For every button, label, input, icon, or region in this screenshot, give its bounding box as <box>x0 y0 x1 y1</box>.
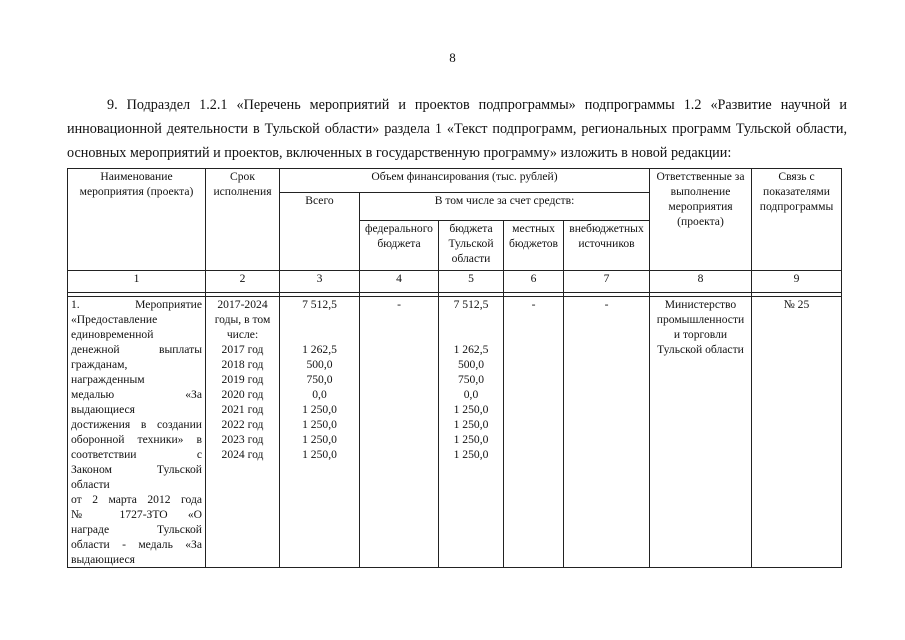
measure-name-line: гражданам, <box>71 358 128 371</box>
total-year-value: 1 250,0 <box>302 418 337 431</box>
column-number: 7 <box>564 271 650 293</box>
term-line: 2019 год <box>221 373 264 386</box>
regional-year-value: 1 250,0 <box>453 433 489 446</box>
column-number: 9 <box>752 271 842 293</box>
total-cell <box>280 297 360 568</box>
measure-name-line: единовременной <box>71 328 154 341</box>
column-number: 3 <box>280 271 360 293</box>
local-cell <box>504 297 564 568</box>
responsible-cell: Министерство промышленности и торговли Тульской области <box>650 297 752 568</box>
total-value: 7 512,5 <box>302 298 337 311</box>
term-line: 2017-2024 <box>217 298 268 311</box>
column-number: 2 <box>206 271 280 293</box>
measures-table <box>67 168 842 568</box>
measure-name-line: достижения в создании <box>71 418 202 431</box>
header-term: Срок исполнения <box>206 169 280 271</box>
measure-name-line: оборонной техники» в <box>71 433 202 446</box>
regional-year-value: 750,0 <box>457 373 485 386</box>
header-total: Всего <box>280 193 360 271</box>
column-number: 6 <box>504 271 564 293</box>
column-number: 5 <box>439 271 504 293</box>
measure-name-line: области - медаль «За <box>71 538 202 551</box>
column-number-row <box>68 271 842 293</box>
total-year-value: 750,0 <box>306 373 333 386</box>
term-line: годы, в том <box>214 313 271 326</box>
measure-name-line: «Предоставление <box>71 313 158 326</box>
measure-name-line: награде Тульской <box>71 523 202 536</box>
measure-name-line: Законом Тульской <box>71 463 202 476</box>
regional-value: 7 512,5 <box>453 298 489 311</box>
header-extra: внебюджетных источников <box>564 221 650 271</box>
federal-value: - <box>397 298 401 311</box>
regional-year-value: 1 250,0 <box>453 418 489 431</box>
header-regional: бюджета Тульской области <box>439 221 504 271</box>
extra-cell <box>564 297 650 568</box>
link-cell: № 25 <box>752 297 842 568</box>
total-year-value: 500,0 <box>306 358 333 371</box>
total-year-value: 1 262,5 <box>302 343 337 356</box>
term-line: 2021 год <box>221 403 264 416</box>
measure-name-line: медалью «За <box>71 388 202 401</box>
term-line: 2023 год <box>221 433 264 446</box>
total-year-value: 1 250,0 <box>302 403 337 416</box>
term-cell <box>206 297 280 568</box>
table-row <box>68 297 842 568</box>
header-funding: Объем финансирования (тыс. рублей) <box>280 169 650 193</box>
measure-name-cell <box>68 297 206 568</box>
total-year-value: 1 250,0 <box>302 433 337 446</box>
regional-year-value: 0,0 <box>463 388 479 401</box>
header-name: Наименование мероприятия (проекта) <box>68 169 206 271</box>
local-value: - <box>531 298 536 311</box>
term-line: 2024 год <box>221 448 264 461</box>
regional-year-value: 1 250,0 <box>453 448 489 461</box>
measure-name-line: выдающиеся <box>71 553 136 566</box>
column-number: 1 <box>68 271 206 293</box>
measure-name-line: выдающиеся <box>71 403 136 416</box>
regional-year-value: 1 250,0 <box>453 403 489 416</box>
term-line: 2017 год <box>221 343 264 356</box>
total-year-value: 0,0 <box>312 388 327 401</box>
column-number: 8 <box>650 271 752 293</box>
total-year-value: 1 250,0 <box>302 448 337 461</box>
measure-name-line: соответствии с <box>71 448 202 461</box>
extra-value: - <box>604 298 609 311</box>
measure-name-line: денежной выплаты <box>71 343 202 356</box>
page-number: 8 <box>449 50 456 65</box>
term-line: 2022 год <box>221 418 264 431</box>
term-line: числе: <box>226 328 259 341</box>
federal-cell <box>360 297 439 568</box>
regional-year-value: 1 262,5 <box>453 343 489 356</box>
header-including: В том числе за счет средств: <box>360 193 650 221</box>
header-local: местных бюджетов <box>504 221 564 271</box>
column-number: 4 <box>360 271 439 293</box>
measure-name-line: 1. Мероприятие <box>71 298 202 311</box>
header-link: Связь с показателями подпрограммы <box>752 169 842 271</box>
term-line: 2018 год <box>221 358 264 371</box>
measure-name-line: № 1727-ЗТО «О <box>71 508 202 521</box>
measure-name-line: от 2 марта 2012 года <box>71 493 202 506</box>
measure-name-line: награжденным <box>71 373 145 386</box>
regional-cell <box>439 297 504 568</box>
measure-name-line: области <box>71 478 110 491</box>
header-federal: федерального бюджета <box>360 221 439 271</box>
regional-year-value: 500,0 <box>457 358 485 371</box>
term-line: 2020 год <box>221 388 264 401</box>
intro-paragraph: 9. Подраздел 1.2.1 «Перечень мероприятий и проектов подпрограммы» подпрограммы 1.2 «Развитие научной и инновационной деятельности в Тульской области» раздела 1 «Текст подпрограмм, региональных программ Тульской области, основных мероприятий и проектов, включенных в государственную программу» изложить в новой редакции: <box>67 97 847 161</box>
header-responsible: Ответственные за выполнение мероприятия (проекта) <box>650 169 752 271</box>
